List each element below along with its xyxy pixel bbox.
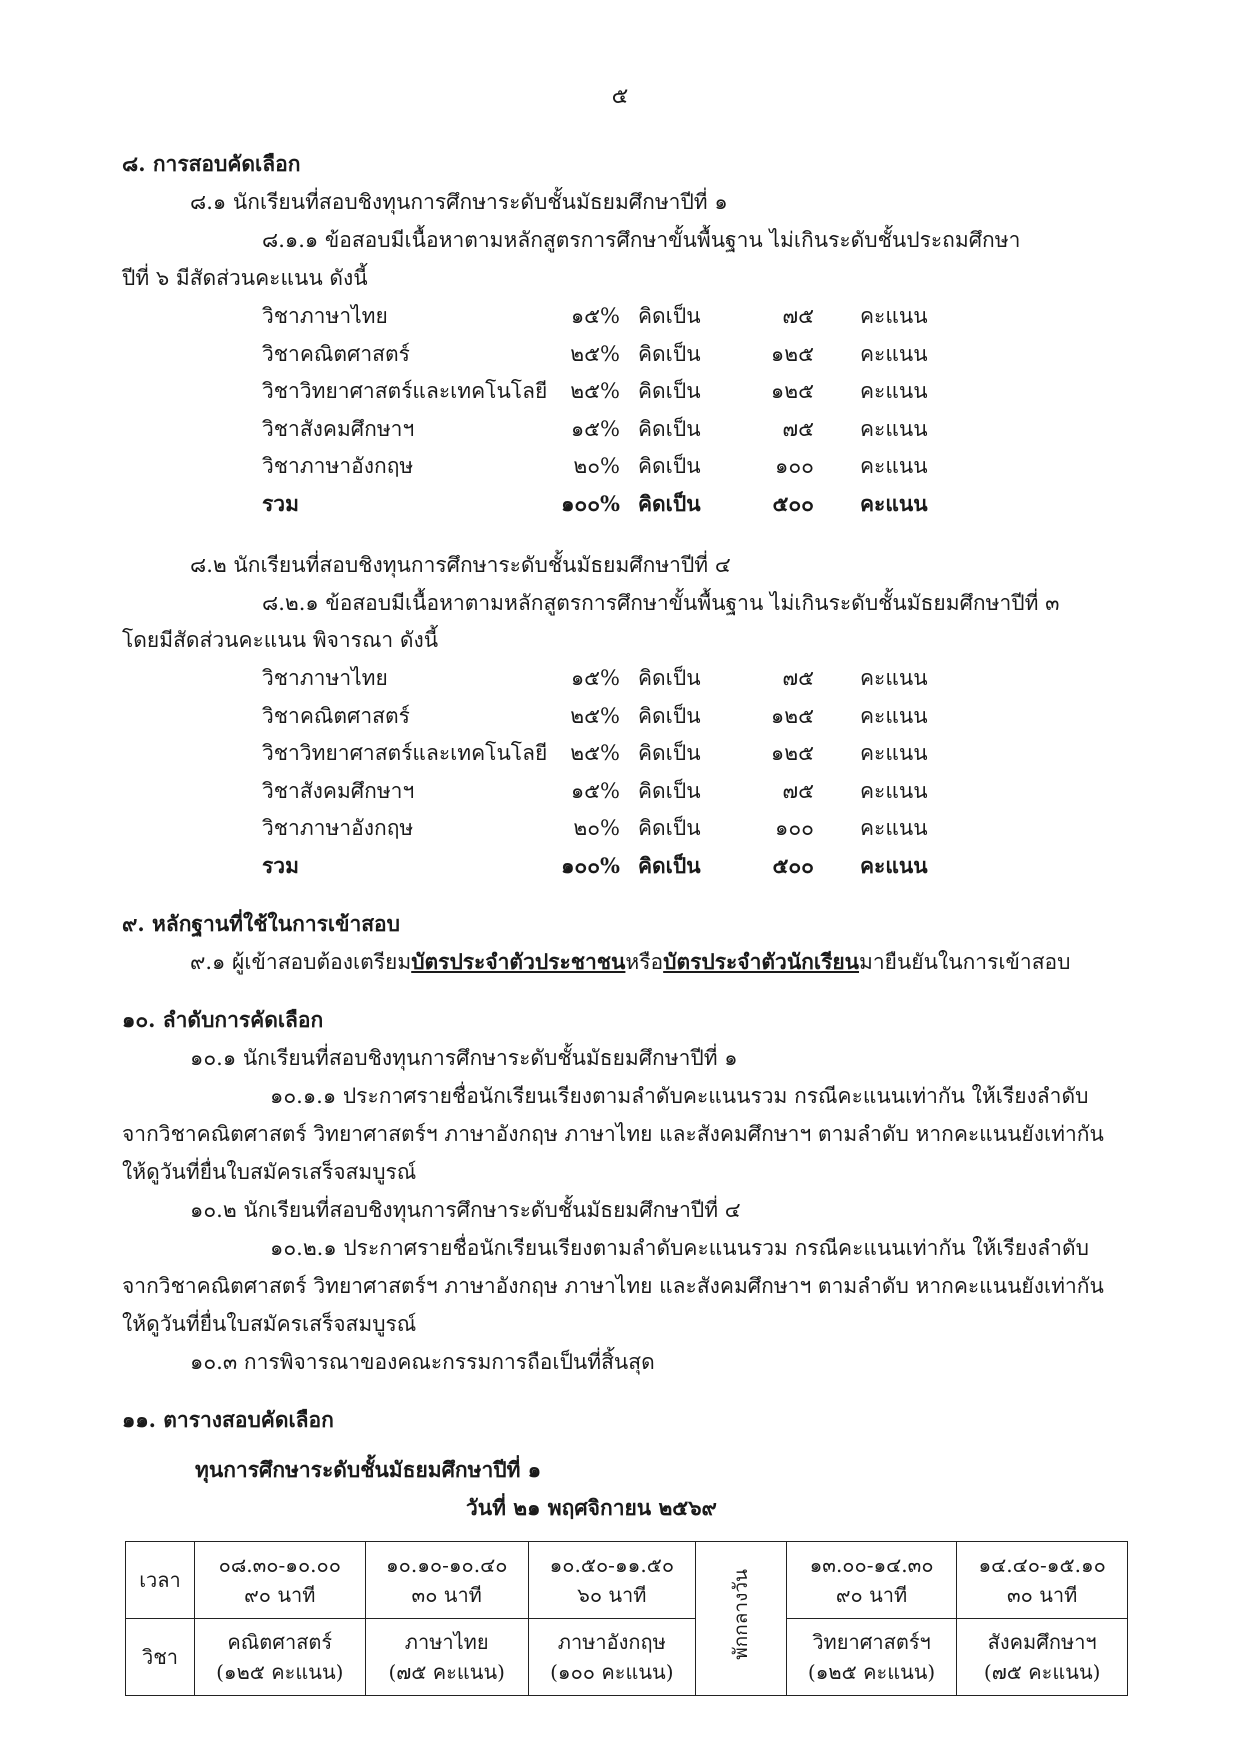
equals-label: คิดเป็น <box>638 666 701 690</box>
equals-label: คิดเป็น <box>638 454 701 478</box>
equals-label: คิดเป็น <box>638 816 701 840</box>
slot-duration: ๙๐ นาที <box>244 1583 316 1607</box>
item-text-pre: ๙.๑ ผู้เข้าสอบต้องเตรียม <box>190 950 412 974</box>
section-10-1-1-line2: จากวิชาคณิตศาสตร์ วิทยาศาสตร์ฯ ภาษาอังกฤษ ภาษาไทย และสังคมศึกษาฯ ตามลำดับ หากคะแนนยังเท่ากัน <box>122 1122 1104 1146</box>
schedule-date: วันที่ ๒๑ พฤศจิกายน ๒๕๖๙ <box>466 1495 717 1520</box>
score-points: ๑๒๕ <box>770 703 814 728</box>
item-text-post: มายืนยันในการเข้าสอบ <box>859 950 1071 974</box>
equals-label: คิดเป็น <box>638 341 701 366</box>
score-percent: ๑๕% <box>570 778 620 803</box>
score-points: ๑๒๕ <box>770 341 814 366</box>
student-card-label: บัตรประจำตัวนักเรียน <box>663 949 860 974</box>
section-8-1-1-line2: ปีที่ ๖ มีสัดส่วนคะแนน ดังนี้ <box>122 266 368 290</box>
equals-label: คิดเป็น <box>638 304 701 328</box>
section-9-1-item <box>190 948 1070 976</box>
slot-5-subject-cell <box>957 1619 1128 1696</box>
equals-label: คิดเป็น <box>638 416 701 441</box>
score-points: ๗๕ <box>782 304 814 328</box>
slot-5-time-cell <box>957 1542 1128 1619</box>
equals-label: คิดเป็น <box>638 379 701 403</box>
section-11-heading: ๑๑. ตารางสอบคัดเลือก <box>122 1407 334 1432</box>
section-10-1-heading: ๑๐.๑ นักเรียนที่สอบชิงทุนการศึกษาระดับชั้นมัธยมศึกษาปีที่ ๑ <box>190 1046 738 1070</box>
score-points: ๗๕ <box>782 666 814 690</box>
unit-label: คะแนน <box>860 379 928 403</box>
page-number: ๕ <box>611 84 629 109</box>
exam-schedule-table <box>125 1541 1128 1696</box>
slot-1-time-cell <box>195 1542 366 1619</box>
lunch-break-label: พักกลางวัน <box>729 1569 752 1660</box>
lunch-break-cell <box>695 1542 786 1696</box>
slot-time: ๑๐.๑๐-๑๐.๔๐ <box>385 1553 508 1577</box>
slot-3-subject-cell <box>528 1619 695 1696</box>
score-percent: ๒๕% <box>570 379 620 403</box>
section-8-1-1-line1: ๘.๑.๑ ข้อสอบมีเนื้อหาตามหลักสูตรการศึกษาขั้นพื้นฐาน ไม่เกินระดับชั้นประถมศึกษา <box>262 228 1021 252</box>
section-8-2-1-line1: ๘.๒.๑ ข้อสอบมีเนื้อหาตามหลักสูตรการศึกษาขั้นพื้นฐาน ไม่เกินระดับชั้นมัธยมศึกษาปีที่ ๓ <box>262 591 1060 615</box>
equals-label: คิดเป็น <box>638 703 701 728</box>
score-points: ๗๕ <box>782 416 814 441</box>
slot-points: (๗๕ คะแนน) <box>983 1660 1101 1684</box>
unit-label: คะแนน <box>860 852 928 878</box>
subject-name: วิชาคณิตศาสตร์ <box>262 703 410 728</box>
unit-label: คะแนน <box>860 666 928 690</box>
slot-subject: ภาษาไทย <box>404 1630 489 1654</box>
slot-duration: ๓๐ นาที <box>1007 1583 1078 1607</box>
section-10-2-1-line3: ให้ดูวันที่ยื่นใบสมัครเสร็จสมบูรณ์ <box>122 1312 417 1336</box>
section-8-1-heading: ๘.๑ นักเรียนที่สอบชิงทุนการศึกษาระดับชั้นมัธยมศึกษาปีที่ ๑ <box>190 190 728 214</box>
section-8-2-1-line2: โดยมีสัดส่วนคะแนน พิจารณา ดังนี้ <box>122 628 439 652</box>
section-10-2-1-line1: ๑๐.๒.๑ ประกาศรายชื่อนักเรียนเรียงตามลำดับคะแนนรวม กรณีคะแนนเท่ากัน ให้เรียงลำดับ <box>270 1236 1089 1260</box>
slot-time: ๑๔.๔๐-๑๕.๑๐ <box>978 1553 1106 1577</box>
slot-duration: ๓๐ นาที <box>411 1583 482 1607</box>
subject-name: วิชาภาษาอังกฤษ <box>262 816 414 840</box>
slot-points: (๗๕ คะแนน) <box>388 1660 505 1684</box>
score-percent: ๑๐๐% <box>561 852 620 878</box>
time-row-label: เวลา <box>126 1542 195 1619</box>
section-9-heading: ๙. หลักฐานที่ใช้ในการเข้าสอบ <box>122 911 400 936</box>
unit-label: คะแนน <box>860 454 928 478</box>
unit-label: คะแนน <box>860 416 928 441</box>
score-points: ๕๐๐ <box>772 490 814 516</box>
equals-label: คิดเป็น <box>638 778 701 803</box>
score-percent: ๑๕% <box>570 304 620 328</box>
score-percent: ๒๕% <box>570 703 620 728</box>
slot-time: ๑๐.๕๐-๑๑.๕๐ <box>549 1553 675 1577</box>
section-10-3-item: ๑๐.๓ การพิจารณาของคณะกรรมการถือเป็นที่สิ้นสุด <box>190 1350 655 1374</box>
slot-subject: ภาษาอังกฤษ <box>557 1630 666 1654</box>
section-8-heading: ๘. การสอบคัดเลือก <box>122 151 301 176</box>
subject-name: วิชาคณิตศาสตร์ <box>262 341 410 366</box>
unit-label: คะแนน <box>860 490 928 516</box>
subject-name: รวม <box>262 852 299 878</box>
section-10-1-1-line1: ๑๐.๑.๑ ประกาศรายชื่อนักเรียนเรียงตามลำดับคะแนนรวม กรณีคะแนนเท่ากัน ให้เรียงลำดับ <box>270 1084 1089 1108</box>
section-10-2-1-line2: จากวิชาคณิตศาสตร์ วิทยาศาสตร์ฯ ภาษาอังกฤษ ภาษาไทย และสังคมศึกษาฯ ตามลำดับ หากคะแนนยังเท่ากัน <box>122 1274 1104 1298</box>
unit-label: คะแนน <box>860 341 928 366</box>
slot-1-subject-cell <box>195 1619 366 1696</box>
slot-3-time-cell <box>528 1542 695 1619</box>
item-text-mid: หรือ <box>625 950 664 974</box>
section-10-1-1-line3: ให้ดูวันที่ยื่นใบสมัครเสร็จสมบูรณ์ <box>122 1160 417 1184</box>
section-8-2-heading: ๘.๒ นักเรียนที่สอบชิงทุนการศึกษาระดับชั้นมัธยมศึกษาปีที่ ๔ <box>190 553 731 577</box>
time-row <box>126 1542 1128 1619</box>
schedule-title: ทุนการศึกษาระดับชั้นมัธยมศึกษาปีที่ ๑ <box>195 1457 542 1482</box>
score-points: ๑๒๕ <box>770 741 814 765</box>
score-percent: ๑๕% <box>570 416 620 441</box>
subject-name: วิชาวิทยาศาสตร์และเทคโนโลยี <box>262 379 548 403</box>
subject-name: วิชาภาษาไทย <box>262 666 388 690</box>
score-points: ๑๐๐ <box>775 454 814 478</box>
slot-time: ๑๓.๐๐-๑๔.๓๐ <box>809 1553 934 1577</box>
score-points: ๑๒๕ <box>770 379 814 403</box>
subject-name: รวม <box>262 490 299 516</box>
score-percent: ๑๐๐% <box>561 490 620 516</box>
subject-name: วิชาวิทยาศาสตร์และเทคโนโลยี <box>262 741 548 765</box>
equals-label: คิดเป็น <box>638 490 701 516</box>
score-points: ๑๐๐ <box>775 816 814 840</box>
slot-duration: ๙๐ นาที <box>835 1583 908 1607</box>
score-percent: ๒๐% <box>573 816 620 840</box>
unit-label: คะแนน <box>860 741 928 765</box>
slot-subject: คณิตศาสตร์ <box>227 1630 333 1654</box>
subject-row-label: วิชา <box>126 1619 195 1696</box>
unit-label: คะแนน <box>860 816 928 840</box>
subject-name: วิชาภาษาอังกฤษ <box>262 454 414 478</box>
slot-2-time-cell <box>365 1542 528 1619</box>
score-points: ๕๐๐ <box>772 852 814 878</box>
slot-2-subject-cell <box>365 1619 528 1696</box>
slot-subject: วิทยาศาสตร์ฯ <box>812 1630 931 1654</box>
slot-points: (๑๒๕ คะแนน) <box>216 1660 344 1684</box>
unit-label: คะแนน <box>860 778 928 803</box>
section-10-2-heading: ๑๐.๒ นักเรียนที่สอบชิงทุนการศึกษาระดับชั้นมัธยมศึกษาปีที่ ๔ <box>190 1198 741 1222</box>
unit-label: คะแนน <box>860 304 928 328</box>
slot-time: ๐๘.๓๐-๑๐.๐๐ <box>218 1553 341 1577</box>
score-percent: ๒๕% <box>570 741 620 765</box>
section-10-heading: ๑๐. ลำดับการคัดเลือก <box>122 1007 324 1032</box>
score-points: ๗๕ <box>782 778 814 803</box>
score-percent: ๒๐% <box>573 454 620 478</box>
subject-row <box>126 1619 1128 1696</box>
equals-label: คิดเป็น <box>638 852 701 878</box>
unit-label: คะแนน <box>860 703 928 728</box>
slot-4-subject-cell <box>786 1619 957 1696</box>
slot-points: (๑๒๕ คะแนน) <box>807 1660 936 1684</box>
score-percent: ๒๕% <box>570 341 620 366</box>
slot-4-time-cell <box>786 1542 957 1619</box>
id-card-label: บัตรประจำตัวประชาชน <box>411 949 626 974</box>
slot-duration: ๖๐ นาที <box>577 1583 647 1607</box>
equals-label: คิดเป็น <box>638 741 701 765</box>
subject-name: วิชาภาษาไทย <box>262 304 388 328</box>
slot-points: (๑๐๐ คะแนน) <box>550 1660 674 1684</box>
score-percent: ๑๕% <box>570 666 620 690</box>
subject-name: วิชาสังคมศึกษาฯ <box>262 416 415 441</box>
subject-name: วิชาสังคมศึกษาฯ <box>262 778 415 803</box>
slot-subject: สังคมศึกษาฯ <box>987 1630 1097 1654</box>
